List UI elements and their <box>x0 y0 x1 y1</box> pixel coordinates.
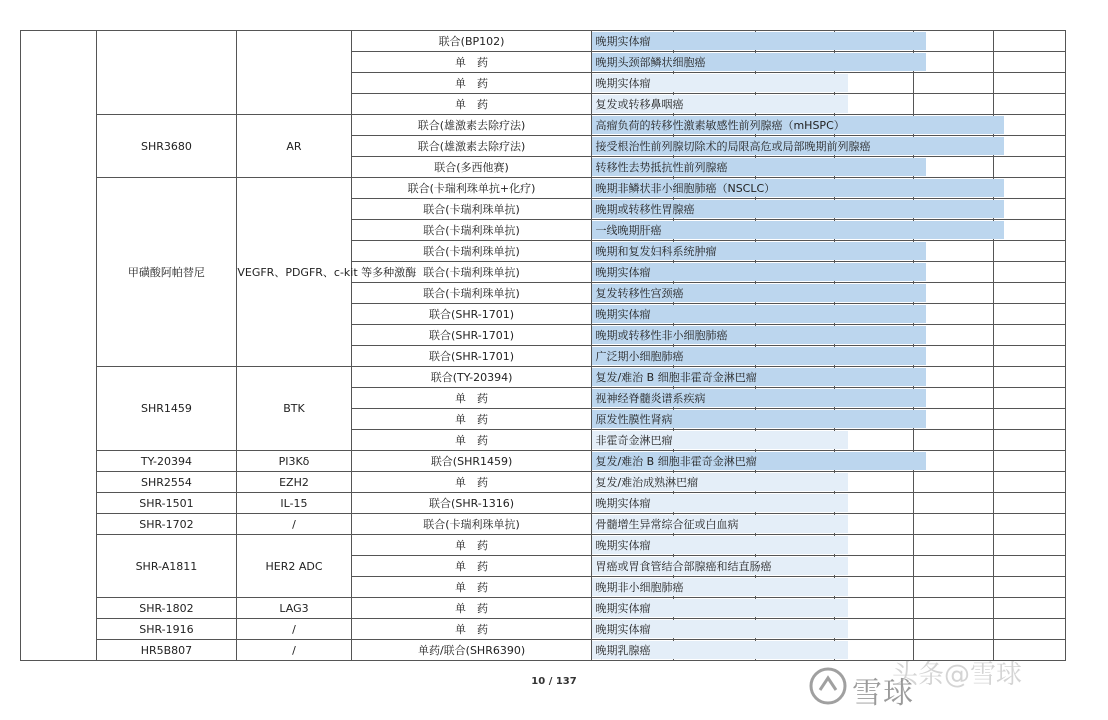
treatment-mode-cell: 联合(SHR-1701) <box>351 304 592 325</box>
target-cell: VEGFR、PDGFR、c-kit 等多种激酶 <box>237 178 351 367</box>
stage-cell <box>993 598 1065 619</box>
indication-text: 晚期头颈部鳞状细胞癌 <box>595 56 706 69</box>
stage-cell <box>913 94 993 115</box>
stage-cell <box>993 52 1065 73</box>
drug-name-cell: SHR-A1811 <box>96 535 237 598</box>
indication-cell <box>592 157 728 178</box>
indication-cell <box>592 388 706 409</box>
indication-cell <box>592 178 776 199</box>
stage-cell <box>993 556 1065 577</box>
target-cell: LAG3 <box>237 598 351 619</box>
indication-text: 晚期实体瘤 <box>595 308 651 321</box>
target-cell: AR <box>237 115 351 178</box>
stage-cell <box>913 430 993 451</box>
target-cell: BTK <box>237 367 351 451</box>
target-cell: / <box>237 619 351 640</box>
indication-text: 晚期实体瘤 <box>595 497 651 510</box>
treatment-mode-cell: 联合(SHR-1316) <box>351 493 592 514</box>
stage-cell <box>993 451 1065 472</box>
treatment-mode-cell: 单 药 <box>351 52 592 73</box>
table-row <box>21 31 1066 52</box>
stage-cell <box>993 514 1065 535</box>
treatment-mode-cell: 联合(卡瑞利珠单抗) <box>351 283 592 304</box>
treatment-mode-cell: 联合(卡瑞利珠单抗) <box>351 241 592 262</box>
table-row <box>21 367 1066 388</box>
watermark-overlay-text: 头条@雪球 <box>892 660 1023 690</box>
treatment-mode-cell: 单 药 <box>351 556 592 577</box>
treatment-mode-cell: 联合(SHR-1701) <box>351 346 592 367</box>
indication-cell <box>592 31 674 52</box>
table-row <box>21 535 1066 556</box>
indication-text: 晚期非鳞状非小细胞肺癌（NSCLC） <box>595 182 776 195</box>
indication-text: 晚期实体瘤 <box>595 35 651 48</box>
stage-cell <box>993 241 1065 262</box>
indication-cell <box>592 430 674 451</box>
drug-name-cell: 甲磺酸阿帕替尼 <box>96 178 237 367</box>
drug-name-cell: SHR-1501 <box>96 493 237 514</box>
drug-name-cell: SHR2554 <box>96 472 237 493</box>
table-row <box>21 178 1066 199</box>
stage-cell <box>993 430 1065 451</box>
indication-cell <box>592 619 674 640</box>
indication-cell <box>592 73 674 94</box>
treatment-mode-cell: 单 药 <box>351 472 592 493</box>
indication-cell <box>592 598 674 619</box>
indication-text: 复发转移性宫颈癌 <box>595 287 684 300</box>
stage-cell <box>993 493 1065 514</box>
table-row <box>21 115 1066 136</box>
treatment-mode-cell: 联合(卡瑞利珠单抗) <box>351 262 592 283</box>
stage-cell <box>913 577 993 598</box>
target-cell: / <box>237 640 351 661</box>
indication-text: 晚期非小细胞肺癌 <box>595 581 684 594</box>
indication-text: 晚期或转移性非小细胞肺癌 <box>595 329 728 342</box>
indication-cell <box>592 409 674 430</box>
target-cell: IL-15 <box>237 493 351 514</box>
target-cell: EZH2 <box>237 472 351 493</box>
page-number: 10 / 137 <box>531 676 577 687</box>
indication-text: 晚期实体瘤 <box>595 623 651 636</box>
treatment-mode-cell: 联合(卡瑞利珠单抗) <box>351 220 592 241</box>
drug-name-cell: SHR1459 <box>96 367 237 451</box>
indication-text: 晚期乳腺癌 <box>595 644 651 657</box>
indication-text: 广泛期小细胞肺癌 <box>595 350 684 363</box>
indication-cell <box>592 241 717 262</box>
indication-cell <box>592 535 674 556</box>
indication-cell <box>592 115 845 136</box>
stage-cell <box>993 619 1065 640</box>
stage-cell <box>993 535 1065 556</box>
treatment-mode-cell: 单 药 <box>351 409 592 430</box>
stage-cell <box>993 472 1065 493</box>
stage-cell <box>993 577 1065 598</box>
indication-text: 复发/难治 B 细胞非霍奇金淋巴瘤 <box>595 371 757 384</box>
stage-cell <box>993 346 1065 367</box>
indication-text: 复发或转移鼻咽癌 <box>595 98 684 111</box>
indication-text: 高瘤负荷的转移性激素敏感性前列腺癌（mHSPC） <box>595 119 845 132</box>
treatment-mode-cell: 联合(雄激素去除疗法) <box>351 115 592 136</box>
indication-text: 晚期实体瘤 <box>595 602 651 615</box>
target-cell: PI3Kδ <box>237 451 351 472</box>
indication-text: 非霍奇金淋巴瘤 <box>595 434 673 447</box>
stage-cell <box>993 157 1065 178</box>
stage-cell <box>993 73 1065 94</box>
indication-text: 复发/难治 B 细胞非霍奇金淋巴瘤 <box>595 455 757 468</box>
treatment-mode-cell: 联合(TY-20394) <box>351 367 592 388</box>
stage-cell <box>993 94 1065 115</box>
indication-cell <box>592 346 684 367</box>
drug-name-cell: TY-20394 <box>96 451 237 472</box>
stage-cell <box>993 409 1065 430</box>
indication-cell <box>592 640 674 661</box>
indication-text: 复发/难治成熟淋巴瘤 <box>595 476 699 489</box>
indication-cell <box>592 493 674 514</box>
indication-cell <box>592 325 728 346</box>
target-cell: / <box>237 514 351 535</box>
indication-cell <box>592 556 772 577</box>
treatment-mode-cell: 单 药 <box>351 73 592 94</box>
stage-cell <box>913 535 993 556</box>
stage-cell <box>993 388 1065 409</box>
indication-cell <box>592 577 684 598</box>
indication-cell <box>592 472 699 493</box>
treatment-mode-cell: 单 药 <box>351 577 592 598</box>
table-row <box>21 598 1066 619</box>
indication-text: 晚期或转移性胃腺癌 <box>595 203 695 216</box>
indication-text: 转移性去势抵抗性前列腺癌 <box>595 161 728 174</box>
treatment-mode-cell: 单药/联合(SHR6390) <box>351 640 592 661</box>
table-row <box>21 514 1066 535</box>
drug-name-cell: SHR3680 <box>96 115 237 178</box>
stage-cell <box>913 73 993 94</box>
treatment-mode-cell: 联合(卡瑞利珠单抗+化疗) <box>351 178 592 199</box>
table-row <box>21 619 1066 640</box>
indication-cell <box>592 514 739 535</box>
stage-cell <box>913 598 993 619</box>
treatment-mode-cell: 联合(多西他赛) <box>351 157 592 178</box>
stage-cell <box>993 325 1065 346</box>
target-cell: HER2 ADC <box>237 535 351 598</box>
indication-text: 一线晚期肝癌 <box>595 224 662 237</box>
stage-cell <box>993 304 1065 325</box>
stage-cell <box>993 367 1065 388</box>
indication-text: 晚期实体瘤 <box>595 77 651 90</box>
drug-name-cell: SHR-1916 <box>96 619 237 640</box>
treatment-mode-cell: 单 药 <box>351 430 592 451</box>
treatment-mode-cell: 联合(SHR-1701) <box>351 325 592 346</box>
stage-cell <box>993 283 1065 304</box>
indication-cell <box>592 220 674 241</box>
treatment-mode-cell: 单 药 <box>351 388 592 409</box>
company-cell <box>21 31 97 661</box>
snowball-logo-icon <box>808 666 848 706</box>
stage-cell <box>993 262 1065 283</box>
table-row <box>21 493 1066 514</box>
pipeline-table <box>20 30 1066 661</box>
indication-text: 胃癌或胃食管结合部腺癌和结直肠癌 <box>595 560 772 573</box>
indication-text: 晚期实体瘤 <box>595 266 651 279</box>
indication-text: 接受根治性前列腺切除术的局限高危或局部晚期前列腺癌 <box>595 140 871 153</box>
target-cell <box>237 31 351 115</box>
treatment-mode-cell: 单 药 <box>351 619 592 640</box>
indication-cell <box>592 367 757 388</box>
indication-cell <box>592 451 757 472</box>
stage-cell <box>913 493 993 514</box>
indication-cell <box>592 52 706 73</box>
treatment-mode-cell: 联合(SHR1459) <box>351 451 592 472</box>
watermark-text: 雪球 <box>852 676 914 711</box>
stage-cell <box>913 472 993 493</box>
indication-cell <box>592 283 684 304</box>
indication-cell <box>592 262 674 283</box>
treatment-mode-cell: 单 药 <box>351 535 592 556</box>
indication-text: 原发性膜性肾病 <box>595 413 673 426</box>
treatment-mode-cell: 联合(BP102) <box>351 31 592 52</box>
watermark <box>808 658 1098 714</box>
indication-cell <box>592 136 871 157</box>
table-row <box>21 451 1066 472</box>
stage-cell <box>913 556 993 577</box>
table-row <box>21 472 1066 493</box>
indication-text: 晚期实体瘤 <box>595 539 651 552</box>
indication-cell <box>592 304 674 325</box>
treatment-mode-cell: 联合(雄激素去除疗法) <box>351 136 592 157</box>
treatment-mode-cell: 单 药 <box>351 94 592 115</box>
drug-name-cell: SHR-1802 <box>96 598 237 619</box>
drug-name-cell <box>96 31 237 115</box>
treatment-mode-cell: 单 药 <box>351 598 592 619</box>
indication-cell <box>592 94 684 115</box>
treatment-mode-cell: 联合(卡瑞利珠单抗) <box>351 514 592 535</box>
indication-text: 视神经脊髓炎谱系疾病 <box>595 392 706 405</box>
stage-cell <box>913 514 993 535</box>
indication-text: 晚期和复发妇科系统肿瘤 <box>595 245 717 258</box>
stage-cell <box>913 619 993 640</box>
stage-cell <box>993 31 1065 52</box>
indication-text: 骨髓增生异常综合征或白血病 <box>595 518 739 531</box>
treatment-mode-cell: 联合(卡瑞利珠单抗) <box>351 199 592 220</box>
drug-name-cell: HR5B807 <box>96 640 237 661</box>
drug-name-cell: SHR-1702 <box>96 514 237 535</box>
indication-cell <box>592 199 695 220</box>
